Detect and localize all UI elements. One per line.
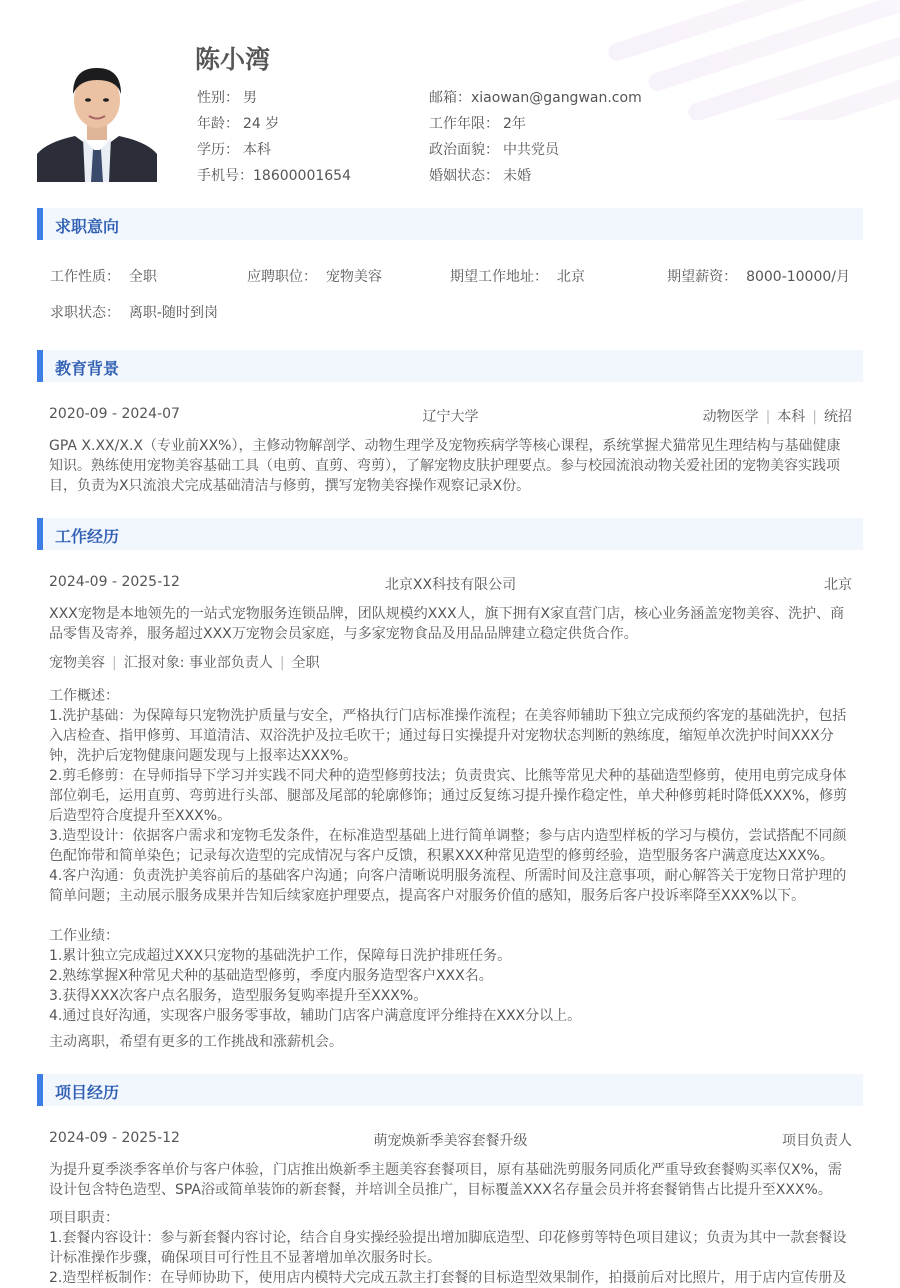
info-phone: 手机号：18600001654 [197, 168, 351, 184]
info-political: 政治面貌： 中共党员 [429, 142, 559, 158]
work-report: 汇报对象: 事业部负责人 [123, 655, 273, 671]
section-job-intent [37, 208, 863, 240]
work-performance: 工作业绩： 1.累计独立完成超过XXX只宠物的基础洗护工作，保障每日洗护排班任务。 2.熟练掌握X种常见犬种的基础造型修剪，季度内服务造型客户XXX名。 3.获得XXX次客户点名服务，造型服务复购率提升至XXX%。 4.通过良好沟通，实现客户服务零事故，辅助门店客户满意度评分维持在XXX分以上。 [49, 928, 582, 1024]
education-major: 动物医学 [702, 409, 759, 425]
intent-location: 期望工作地址： 北京 [450, 269, 585, 285]
work-company: 北京XX科技有限公司 [384, 577, 517, 593]
education-degree: 本科 [777, 409, 806, 425]
section-accent-bar [37, 350, 43, 382]
section-title: 教育背景 [55, 359, 120, 378]
project-duties: 项目职责： 1.套餐内容设计：参与新套餐内容讨论，结合自身实操经验提出增加脚底造型、印花修剪等特色项目建议；负责为其中一款套餐设 计标准操作步骤，确保项目可行性且不显著增加单次服务时长。 2.造型样板制作：在导师协助下，使用店内模特犬完成五款主打套餐的目标造型效果制作，拍摄前后对比照片，用于店内宣传册及 [49, 1210, 847, 1286]
avatar [37, 50, 157, 182]
work-city: 北京 [824, 577, 852, 593]
project-header-row [49, 1130, 852, 1150]
section-title: 求职意向 [55, 217, 120, 236]
info-age: 年龄： 24 岁 [197, 116, 280, 132]
info-gender: 性别： 男 [197, 90, 257, 106]
project-date: 2024-09 - 2025-12 [49, 1130, 180, 1146]
section-title: 工作经历 [55, 527, 120, 546]
info-marital: 婚姻状态： 未婚 [429, 168, 531, 184]
section-accent-bar [37, 208, 43, 240]
section-accent-bar [37, 1074, 43, 1106]
candidate-name: 陈小湾 [195, 45, 271, 74]
education-description: GPA X.XX/X.X（专业前XX%），主修动物解剖学、动物生理学及宠物疾病学等核心课程，系统掌握犬猫常见生理结构与基础健康 知识。熟练使用宠物美容基础工具（电剪、直剪、弯剪），了解宠物皮肤护理要点。参与校园流浪动物关爱社团的宠物美容实践项 目，负责为X只流浪犬完成基础清洁与修剪，撰写宠物美容操作观察记录X份。 [49, 438, 841, 494]
info-work-years: 工作年限： 2年 [429, 116, 526, 132]
intent-position: 应聘职位： 宠物美容 [247, 269, 382, 285]
education-school: 辽宁大学 [422, 409, 479, 425]
section-accent-bar [37, 518, 43, 550]
education-header-row [49, 406, 852, 426]
project-role: 项目负责人 [782, 1133, 852, 1149]
work-header-row [49, 574, 852, 594]
work-description: 工作概述： 1.洗护基础：为保障每只宠物洗护质量与安全，严格执行门店标准操作流程；在美容师辅助下独立完成预约客宠的基础洗护，包括 入店检查、指甲修剪、耳道清洁、双浴洗护及拉毛吹干；通过每日实操提升对宠物状态判断的熟练度，缩短单次洗护时间XXX分 钟，洗护后宠物健康问题发现与上报率达XXX%。 2.剪毛修剪：在导师指导下学习并实践不同犬种的造型修剪技法；负责贵宾、比熊等常见犬种的基础造型修剪，使用电剪完成身体 部位剃毛，运用直剪、弯剪进行头部、腿部及尾部的轮廓修饰；通过反复练习提升操作稳定性，单犬种修剪耗时降低XXX%，修剪 后造型符合度提升至XXX%。 3.造型设计：依据客户需求和宠物毛发条件，在标准造型基础上进行简单调整；参与店内造型样板的学习与模仿，尝试搭配不同颜 色配饰带和简单染色；记录每次造型的完成情况与客户反馈，积累XXX种常见造型的修剪经验，造型服务客户满意度达XXX%。 4.客户沟通：负责洗护美容前后的基础客户沟通；向客户清晰说明服务流程、所需时间及注意事项，耐心解答关于宠物日常护理的 简单问题；主动展示服务成果并告知后续家庭护理要点，提高客户对服务价值的感知，服务后客户投诉率降至XXX%以下。 [49, 688, 848, 904]
section-project [37, 1074, 863, 1106]
section-title: 项目经历 [55, 1083, 120, 1102]
info-education: 学历： 本科 [197, 142, 271, 158]
intent-salary: 期望薪资： 8000-10000/月 [667, 269, 850, 285]
work-jobtype: 全职 [291, 655, 320, 671]
intent-job-type: 工作性质： 全职 [50, 269, 157, 285]
section-education [37, 350, 863, 382]
section-work [37, 518, 863, 550]
project-intro: 为提升夏季淡季客单价与客户体验，门店推出焕新季主题美容套餐项目，原有基础洗剪服务同质化严重导致套餐购买率仅X%，需 设计包含特色造型、SPA浴或简单装饰的新套餐，并培训全员推广，目标覆盖XXX名存量会员并将套餐销售占比提升至XXX%。 [49, 1162, 842, 1198]
work-role: 宠物美容 [49, 655, 105, 671]
project-name: 萌宠焕新季美容套餐升级 [373, 1133, 528, 1149]
work-leave-reason: 主动离职，希望有更多的工作挑战和涨薪机会。 [49, 1034, 343, 1050]
work-date: 2024-09 - 2025-12 [49, 574, 180, 590]
education-date: 2020-09 - 2024-07 [49, 406, 180, 422]
info-email: 邮箱：xiaowan@gangwan.com [429, 90, 642, 106]
intent-status: 求职状态： 离职-随时到岗 [50, 305, 218, 321]
work-role-row: 宠物美容 | 汇报对象: 事业部负责人 | 全职 [49, 655, 320, 671]
education-type: 统招 [824, 409, 852, 425]
work-company-intro: XXX宠物是本地领先的一站式宠物服务连锁品牌，团队规模约XXX人，旗下拥有X家直营门店，核心业务涵盖宠物美容、洗护、商 品零售及寄养，服务超过XXX万宠物会员家庭，与多家宠物食品及用品品牌建立稳定供货合作。 [49, 606, 845, 642]
education-meta: 动物医学 | 本科 | 统招 [702, 409, 852, 425]
